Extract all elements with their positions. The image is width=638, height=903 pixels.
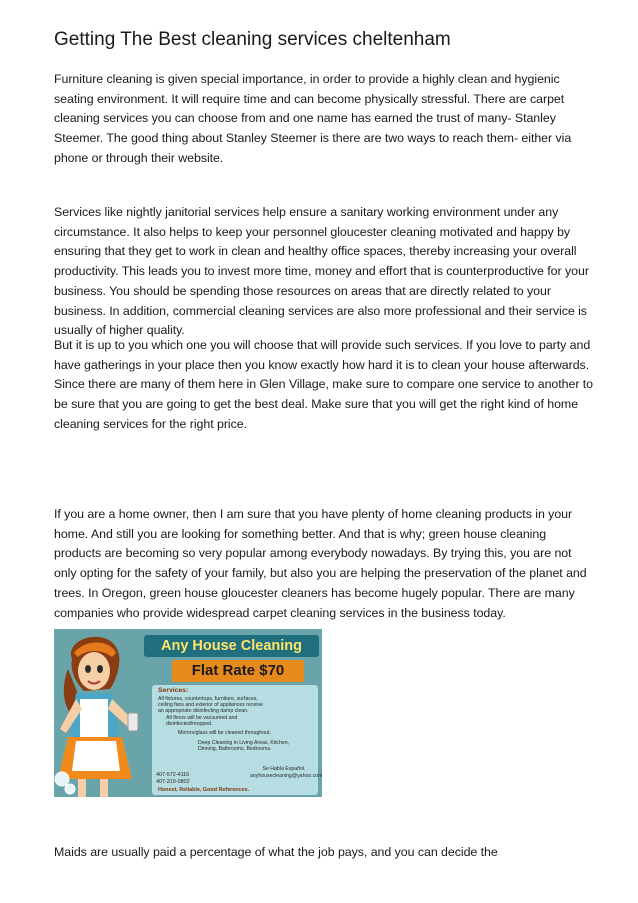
ad-contact-note <box>250 766 322 780</box>
cleaning-ad-image <box>54 629 322 797</box>
ad-phone-1: 407-572-4116 <box>156 772 190 778</box>
ad-phone-numbers <box>156 772 190 786</box>
paragraph-2: Services like nightly janitorial services help ensure a sanitary working environment under any circumstance. It also helps to keep your personnel gloucester cleaning motivated and happy by ensuring that they get to work in clean and healthy office spaces, thereby increasing your overall productivity. This leads you to invest more time, money and effort that is counterproductive for your business. You should be spending those resources on areas that are directly related to your business. In addition, commercial cleaning services are also more professional and their service is usually of higher quality. <box>54 205 589 338</box>
page-title: Getting The Best cleaning services cheltenham <box>54 29 451 50</box>
ad-service-line: All floors will be vacuumed and <box>166 715 238 721</box>
ad-service-line: All fixtures, countertops, furniture, surfaces, <box>158 696 258 702</box>
maid-cartoon-icon <box>54 629 154 797</box>
ad-title: Any House Cleaning <box>144 635 319 657</box>
ad-tagline: Honest, Reliable, Good References. <box>158 787 250 793</box>
ad-service-line: an appropriate disinfecting damp clean. <box>158 708 249 714</box>
ad-rate: Flat Rate $70 <box>172 660 304 682</box>
ad-service-line: Deep Cleaning in Living Areas, Kitchen, <box>198 740 290 746</box>
ad-spanish-note: Se Habla Español. <box>262 766 306 772</box>
ad-phone-2: 407-319-0802 <box>156 779 190 785</box>
paragraph-4: If you are a home owner, then I am sure that you have plenty of home cleaning products in your home. And still you are looking for something better. And that is why; green house cleaning products are becoming so very popular among everybody nowadays. By trying this, you are not only opting for the safety of your family, but also you are helping the preservation of the planet and trees. In Oregon, green house gloucester cleaners has become hugely popular. There are many companies who provide widespread carpet cleaning services in the business today. <box>54 507 587 620</box>
ad-service-line: disinfected/mopped. <box>166 721 213 727</box>
ad-email: anyhousecleaning@yahoo.com <box>250 773 322 779</box>
paragraph-5: Maids are usually paid a percentage of what the job pays, and you can decide the <box>54 845 498 859</box>
paragraph-1: Furniture cleaning is given special importance, in order to provide a highly clean and hygienic seating environment. It will require time and can become physically stressful. There are carpet cleaning services you can choose from and one name has earned the trust of many- Stanley Steemer. The good thing about Stanley Steemer is there are two ways to reach them- either via phone or through their website. <box>54 72 572 165</box>
ad-service-line: Mirrors/glass will be cleaned throughout. <box>178 730 271 736</box>
ad-services-heading: Services: <box>158 687 189 694</box>
ad-service-line: Dinning, Bathrooms, Bedrooms. <box>198 746 272 752</box>
ad-service-line: ceiling fans and exterior of appliances receive <box>158 702 263 708</box>
paragraph-3: But it is up to you which one you will choose that will provide such services. If you love to party and have gatherings in your place then you know exactly how hard it is to clean your house afterwards. Since there are many of them here in Glen Village, make sure to compare one service to another to be sure that you are going to get the best deal. Make sure that you will get the right kind of home cleaning services for the right price. <box>54 338 594 431</box>
